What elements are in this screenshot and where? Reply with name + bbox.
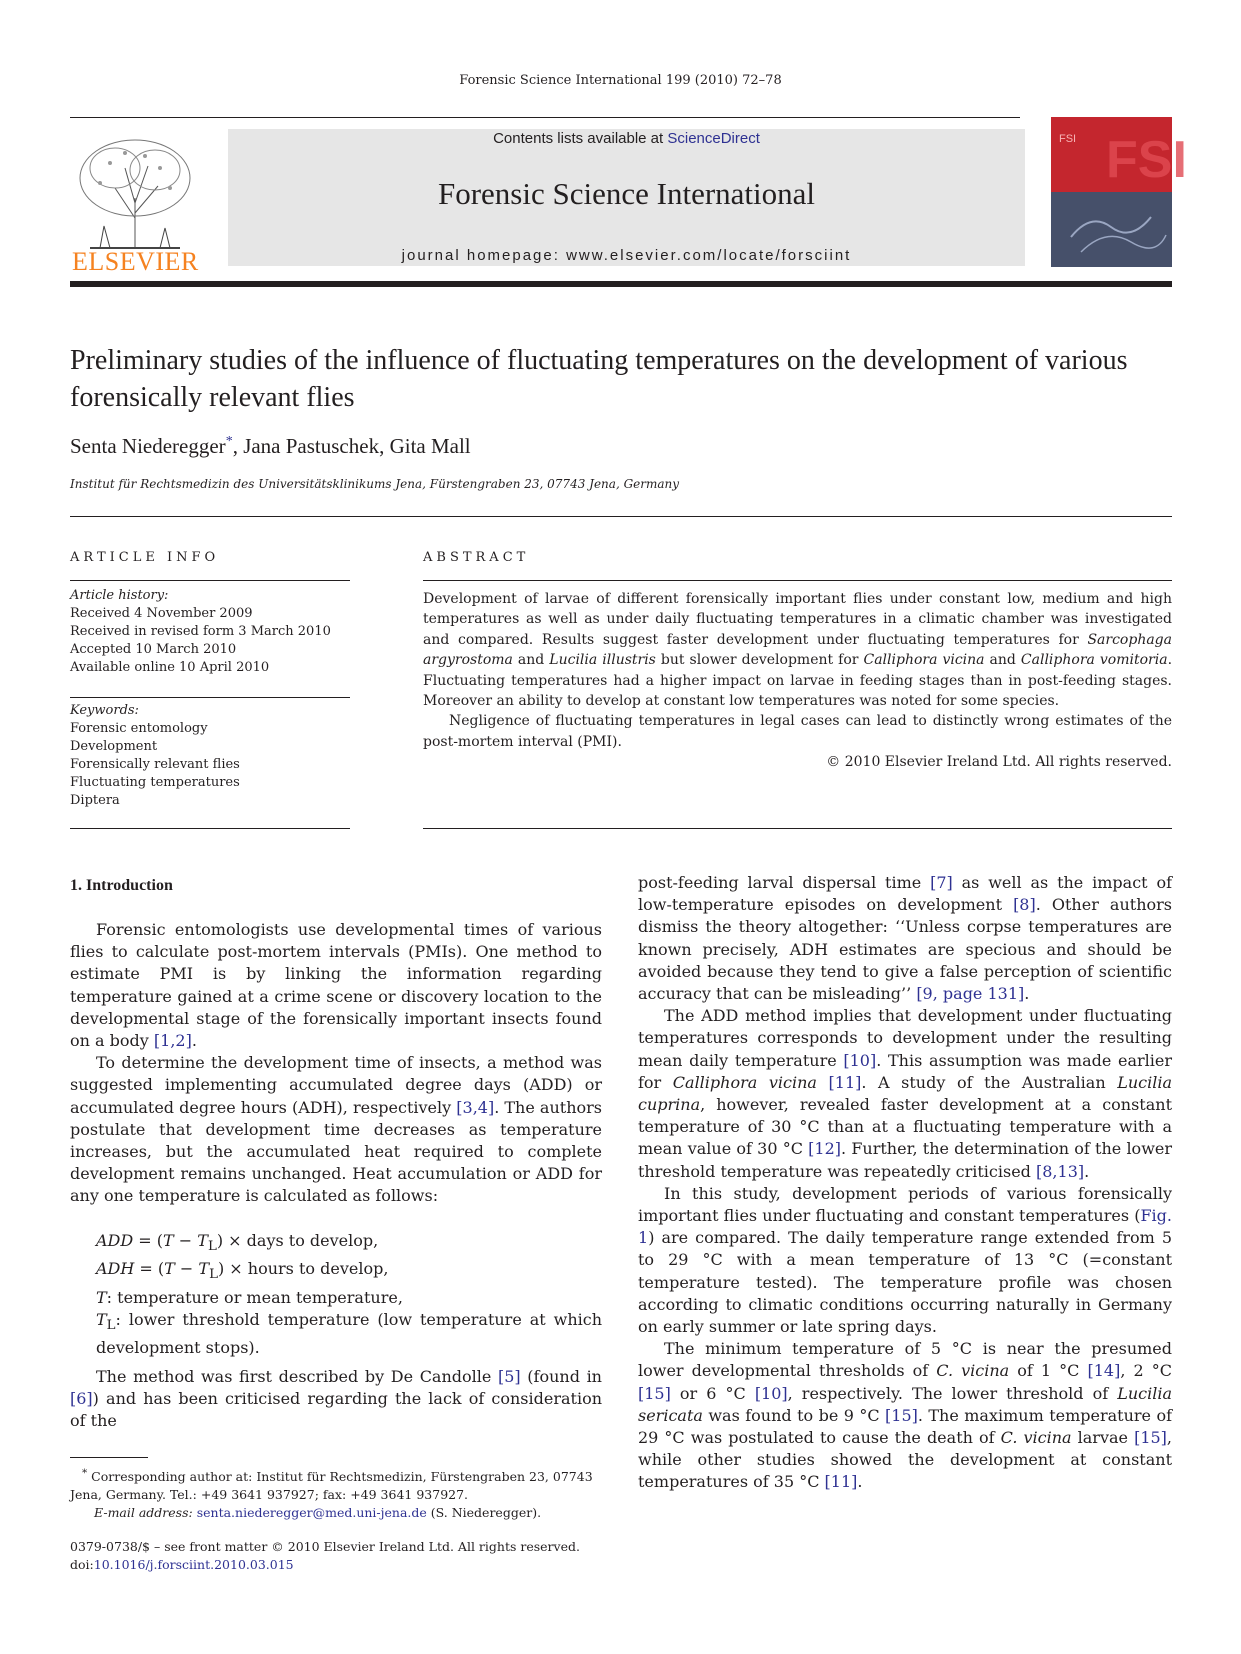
journal-name: Forensic Science International	[437, 176, 816, 211]
citation-link[interactable]: [8]	[1013, 895, 1036, 915]
history-label: Article history:	[70, 588, 169, 603]
info-rule-3	[70, 828, 350, 829]
citation-link[interactable]: [5]	[497, 1367, 521, 1386]
equation-t-def: T: temperature or mean temperature,	[96, 1287, 403, 1307]
article-history	[70, 587, 350, 677]
corresponding-author-mark[interactable]: *	[225, 434, 233, 449]
title-rule	[70, 516, 1172, 517]
header-thick-rule	[70, 281, 1172, 287]
equation-block	[96, 1230, 602, 1360]
sciencedirect-link[interactable]: ScienceDirect	[667, 130, 760, 147]
author-1: Senta Niederegger	[70, 434, 226, 458]
citation-link[interactable]: [7]	[930, 873, 953, 892]
cover-initials: FSI	[1106, 131, 1187, 189]
intro-paragraph-3: The method was first described by De Candolle [5] (found in [6]) and has been criticised regarding the lack of consideration of the	[70, 1367, 602, 1431]
contents-line	[228, 130, 1025, 147]
journal-homepage[interactable]: journal homepage: www.elsevier.com/locate/forsciint	[401, 247, 852, 264]
journal-citation: Forensic Science International 199 (2010) 72–78	[459, 73, 782, 88]
right-paragraph-1: post-feeding larval dispersal time [7] as well as the impact of low-temperature episodes on development [8]. Other authors dismiss the theory altogether: ‘‘Unless corpse temperatures are known precisely, ADH estimates are specious and should be avoided because they tend to give a false perception of scientific accuracy that can be misleading’’ [9, page 131].	[638, 873, 1173, 1004]
right-paragraph-2: The ADD method implies that development under fluctuating temperatures corresponds to development under the resulting mean daily temperature [10]. This assumption was made earlier for Calliphora vicina [11]. A study of the Australian Lucilia cuprina, however, revealed faster development at a constant temperature of 30 °C than at a fluctuating temperature with a mean value of 30 °C [12]. Further, the determination of the lower threshold temperature was repeatedly criticised [8,13].	[638, 1006, 1172, 1181]
history-online: Available online 10 April 2010	[70, 660, 270, 675]
email-link[interactable]: senta.niederegger@med.uni-jena.de	[196, 1505, 427, 1521]
citation-link[interactable]: [11]	[824, 1472, 858, 1492]
keywords	[70, 702, 350, 810]
email-label: E-mail address:	[94, 1505, 197, 1521]
keywords-label: Keywords:	[70, 703, 139, 718]
citation-link[interactable]: [9, page 131]	[916, 984, 1025, 1004]
section-heading-introduction: 1. Introduction	[70, 877, 173, 894]
citation-link[interactable]: [1,2]	[153, 1031, 192, 1051]
history-accepted: Accepted 10 March 2010	[70, 642, 237, 657]
other-authors: , Jana Pastuschek, Gita Mall	[232, 434, 471, 458]
footnote-rule	[70, 1457, 148, 1458]
right-paragraph-3: In this study, development periods of various forensically important flies under fluctuating and constant temperatures (Fig. 1) are compared. The daily temperature range extended from 5 to 29 °C with a mean temperature of 13 °C (=constant temperature tested). The temperature profile was chosen according to climatic conditions occurring naturally in Germany on early summer or late spring days.	[638, 1183, 1172, 1337]
citation-link[interactable]: [10]	[843, 1050, 877, 1070]
citation-link[interactable]: [11]	[828, 1072, 862, 1092]
info-rule-2	[70, 697, 350, 698]
footnote-mark: *	[82, 1467, 88, 1479]
abstract-paragraph-1: Development of larvae of different forensically important flies under constant low, medium and high temperatures as well as under daily fluctuating temperatures in a climatic chamber was investigated and compared. Results suggest faster development under fluctuating temperatures for Sarcophaga argyrostoma and Lucilia illustris but slower development for Calliphora vicina and Calliphora vomitoria. Fluctuating temperatures had a higher impact on larvae in feeding stages than in post-feeding stages. Moreover an ability to develop at constant low temperatures was noted for some species.	[423, 591, 1173, 710]
journal-cover-image	[1051, 117, 1187, 267]
author-list	[70, 434, 471, 459]
affiliation: Institut für Rechtsmedizin des Universitätsklinikums Jena, Fürstengraben 23, 07743 Jena, Germany	[70, 477, 680, 491]
abstract-paragraph-2: Negligence of fluctuating temperatures in legal cases can lead to distinctly wrong estimates of the post-mortem interval (PMI).	[423, 713, 1172, 750]
history-received: Received 4 November 2009	[70, 606, 253, 621]
citation-link[interactable]: [15]	[638, 1383, 671, 1403]
abstract-rule-bottom	[423, 828, 1172, 829]
corresponding-author-footnote: * Corresponding author at: Institut für Rechtsmedizin, Fürstengraben 23, 07743 Jena, Germany. Tel.: +49 3641 937927; fax: +49 3641 937927. E-mail address: senta.niederegger@med.uni-jena.de (S. Niederegger).	[70, 1467, 593, 1521]
contents-prefix: Contents lists available at	[493, 130, 668, 147]
issn-line: 0379-0738/$ – see front matter © 2010 Elsevier Ireland Ltd. All rights reserved.	[70, 1539, 580, 1554]
intro-right-column	[638, 872, 1172, 1494]
keyword: Development	[70, 739, 158, 754]
cover-title: FSI	[1059, 133, 1077, 145]
figure-link[interactable]: Fig. 1	[638, 1206, 1172, 1248]
equation-add: ADD = $(T - T_L)$ × days to develop,	[96, 1231, 379, 1255]
citation-link[interactable]: [10]	[754, 1383, 788, 1403]
keyword: Fluctuating temperatures	[70, 775, 240, 790]
info-rule-1	[70, 580, 350, 581]
abstract-body	[423, 589, 1172, 773]
article-info-heading: ARTICLE INFO	[70, 550, 220, 565]
intro-paragraph-2: To determine the development time of insects, a method was suggested implementing accumulated degree days (ADD) or accumulated degree hours (ADH), respectively [3,4]. The authors postulate that development time decreases as temperature increases, but the accumulated heat required to complete development remains unchanged. Heat accumulation or ADD for any one temperature is calculated as follows:	[70, 1053, 602, 1206]
header-rule	[70, 117, 1020, 118]
equation-tl-def: $T_L$: lower threshold temperature (low temperature at which development stops).	[96, 1309, 602, 1358]
intro-paragraph-1: Forensic entomologists use developmental times of various flies to calculate post-mortem intervals (PMIs). One method to estimate PMI is by linking the information regarding temperature gained at a crime scene or discovery location to the developmental stage of the forensically important insects found on a body [1,2].	[70, 920, 602, 1051]
citation-link[interactable]: [6]	[70, 1389, 93, 1409]
doi-link[interactable]: 10.1016/j.forsciint.2010.03.015	[93, 1557, 294, 1572]
footnote-text: Corresponding author at: Institut für Rechtsmedizin, Fürstengraben 23, 07743 Jena, Germany. Tel.: +49 3641 937927; fax: +49 3641 937927.	[70, 1469, 593, 1503]
keyword: Forensically relevant flies	[70, 757, 240, 772]
citation-link[interactable]: [12]	[808, 1139, 842, 1159]
abstract-copyright: © 2010 Elsevier Ireland Ltd. All rights reserved.	[826, 754, 1172, 771]
abstract-heading: ABSTRACT	[423, 550, 530, 565]
equation-adh: ADH = $(T - T_L)$ × hours to develop,	[96, 1259, 389, 1283]
citation-link[interactable]: [15]	[885, 1405, 918, 1425]
citation-link[interactable]: [14]	[1087, 1361, 1121, 1381]
citation-link[interactable]: [8,13]	[1036, 1161, 1085, 1181]
intro-left-column	[70, 919, 602, 1208]
right-paragraph-4: The minimum temperature of 5 °C is near the presumed lower developmental thresholds of C. vicina of 1 °C [14], 2 °C [15] or 6 °C [10], respectively. The lower threshold of Lucilia sericata was found to be 9 °C [15]. The maximum temperature of 29 °C was postulated to cause the death of C. vicina larvae [15], while other studies showed the development at constant temperatures of 35 °C [11].	[638, 1339, 1173, 1492]
citation-link[interactable]: [3,4]	[456, 1097, 495, 1117]
abstract-rule-top	[423, 580, 1172, 581]
article-title: Preliminary studies of the influence of fluctuating temperatures on the development of various forensically relevant flies	[70, 345, 1128, 413]
issn-doi-block: 0379-0738/$ – see front matter © 2010 Elsevier Ireland Ltd. All rights reserved. doi:10.1016/j.forsciint.2010.03.015	[70, 1539, 580, 1572]
citation-link[interactable]: [15]	[1134, 1428, 1167, 1448]
publisher-wordmark: ELSEVIER	[72, 247, 199, 276]
keyword: Forensic entomology	[70, 721, 208, 736]
history-revised: Received in revised form 3 March 2010	[70, 624, 331, 639]
keyword: Diptera	[70, 793, 120, 808]
